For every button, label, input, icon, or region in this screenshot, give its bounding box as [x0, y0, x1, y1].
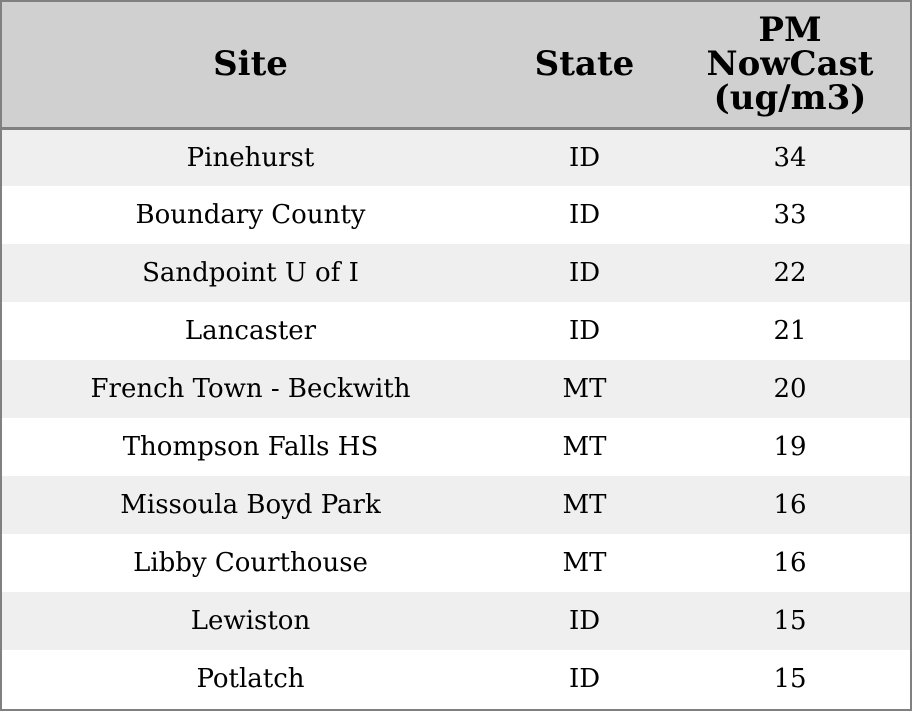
table-row [2, 650, 910, 708]
column-header-pm-line-2: NowCast [706, 44, 874, 85]
state-cell: MT [562, 432, 607, 462]
site-cell: Thompson Falls HS [122, 432, 379, 462]
column-header-site [2, 2, 499, 128]
table-row [2, 476, 910, 534]
pm-value-cell: 19 [773, 432, 807, 462]
state-cell: MT [562, 490, 607, 520]
pm-value-cell: 15 [773, 606, 807, 636]
pm-value-cell: 16 [773, 490, 807, 520]
site-cell: Missoula Boyd Park [120, 490, 381, 520]
column-header-state-text: State [534, 44, 635, 85]
column-header-pm-line-1: PM [758, 10, 822, 51]
state-cell: ID [568, 316, 601, 346]
column-header-site-text: Site [213, 44, 288, 85]
site-cell: Boundary County [135, 200, 366, 230]
state-cell: ID [568, 200, 601, 230]
pm-value-cell: 33 [773, 200, 807, 230]
pm-nowcast-table [2, 2, 910, 708]
table-row [2, 244, 910, 302]
state-cell: ID [568, 664, 601, 694]
pm-value-cell: 34 [773, 142, 807, 173]
state-cell: MT [562, 374, 607, 404]
site-cell: French Town - Beckwith [90, 374, 411, 404]
table-row [2, 534, 910, 592]
table-row [2, 360, 910, 418]
site-cell: Potlatch [196, 664, 305, 694]
column-header-pm-nowcast [670, 2, 910, 128]
state-cell: ID [568, 142, 601, 173]
pm-value-cell: 20 [773, 374, 807, 404]
state-cell: MT [562, 548, 607, 578]
pm-value-cell: 22 [773, 258, 807, 288]
table-row [2, 186, 910, 244]
pm-value-cell: 16 [773, 548, 807, 578]
table-row [2, 418, 910, 476]
site-cell: Sandpoint U of I [142, 258, 359, 288]
site-cell: Pinehurst [186, 142, 315, 173]
pm-value-cell: 21 [773, 316, 807, 346]
site-cell: Lancaster [184, 316, 317, 346]
site-cell: Libby Courthouse [133, 548, 368, 578]
table-row [2, 592, 910, 650]
state-cell: ID [568, 606, 601, 636]
state-cell: ID [568, 258, 601, 288]
table-row [2, 128, 910, 186]
column-header-pm-line-3: (ug/m3) [713, 78, 867, 119]
pm-value-cell: 15 [773, 664, 807, 694]
table-row [2, 302, 910, 360]
site-cell: Lewiston [190, 606, 311, 636]
table-body [2, 128, 910, 708]
table-header-row [2, 2, 910, 128]
column-header-state [499, 2, 670, 128]
